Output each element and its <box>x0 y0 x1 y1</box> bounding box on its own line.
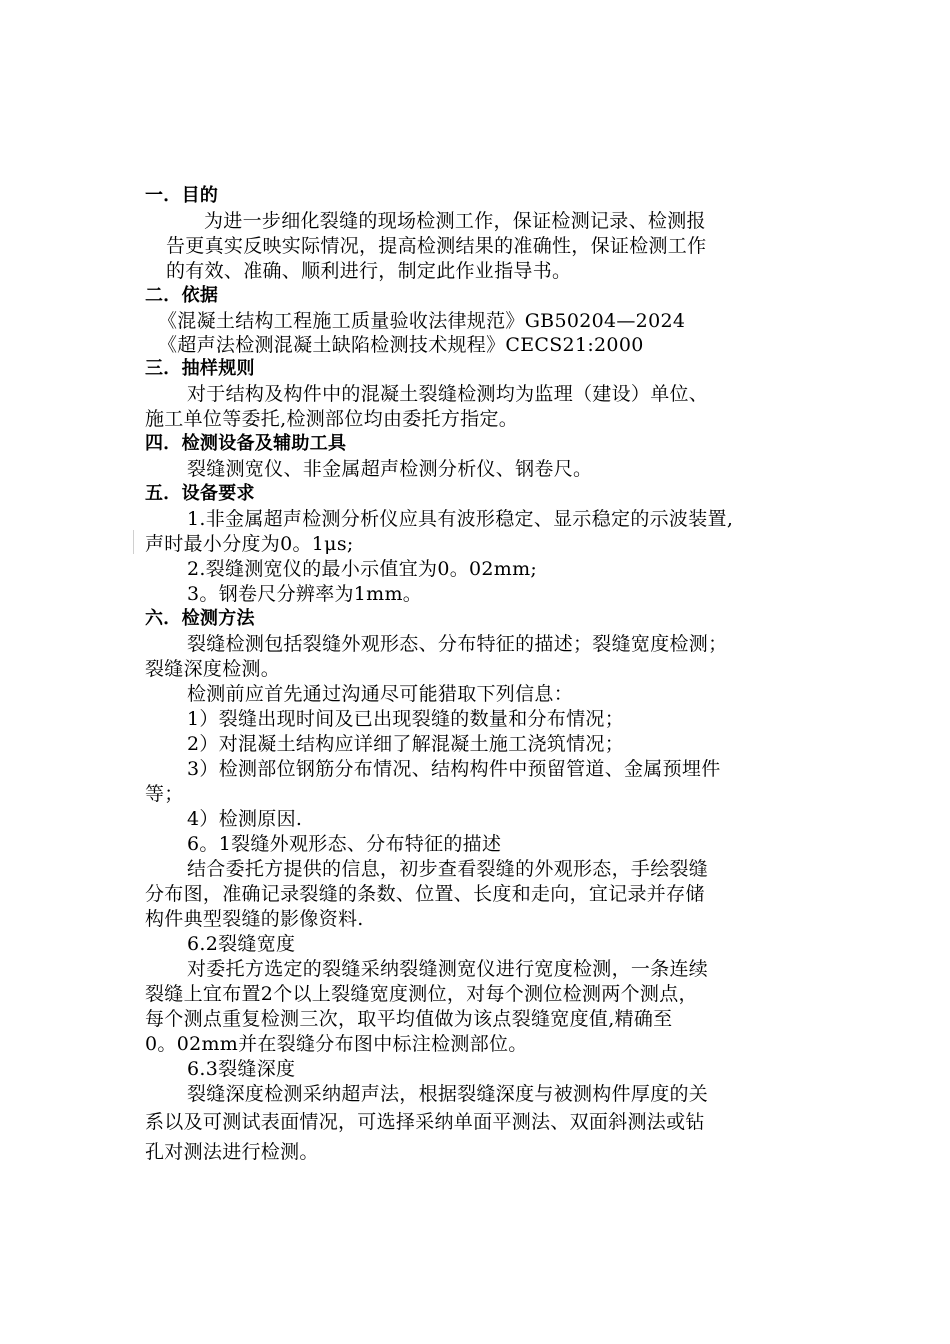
heading-purpose: 一．目的 <box>145 185 219 206</box>
paragraph-line: 裂缝测宽仪、非金属超声检测分析仪、钢卷尺。 <box>187 458 593 480</box>
heading-requirements: 五．设备要求 <box>145 483 255 504</box>
paragraph-line: 声时最小分度为0。1μs; <box>145 533 354 555</box>
paragraph-line: 裂缝上宜布置2个以上裂缝宽度测位，对每个测位检测两个测点， <box>145 983 698 1005</box>
paragraph-line: 3。钢卷尺分辨率为1mm。 <box>187 583 423 605</box>
paragraph-line: 结合委托方提供的信息，初步查看裂缝的外观形态，手绘裂缝 <box>187 858 709 880</box>
heading-method: 六．检测方法 <box>145 608 255 629</box>
heading-equipment: 四．检测设备及辅助工具 <box>145 433 347 454</box>
paragraph-line: 对于结构及构件中的混凝土裂缝检测均为监理（建设）单位、 <box>187 383 709 405</box>
paragraph-line: 构件典型裂缝的影像资料. <box>145 908 364 930</box>
paragraph-line: 对委托方选定的裂缝采纳裂缝测宽仪进行宽度检测，一条连续 <box>187 958 709 980</box>
subheading-6-3: 6.3裂缝深度 <box>187 1058 296 1080</box>
heading-basis: 二．依据 <box>145 285 219 306</box>
paragraph-line: 裂缝深度检测采纳超声法，根据裂缝深度与被测构件厚度的关 <box>187 1083 709 1105</box>
paragraph-line: 裂缝深度检测。 <box>145 658 281 680</box>
reference-line: 《混凝土结构工程施工质量验收法律规范》GB50204—2024 <box>158 310 686 332</box>
paragraph-line: 分布图，准确记录裂缝的条数、位置、长度和走向，宜记录并存储 <box>145 883 705 905</box>
paragraph-line: 孔对测法进行检测。 <box>145 1141 319 1163</box>
paragraph-line: 系以及可测试表面情况，可选择采纳单面平测法、双面斜测法或钻 <box>145 1111 705 1133</box>
subheading-6-2: 6.2裂缝宽度 <box>187 933 296 955</box>
list-item: 3）检测部位钢筋分布情况、结构构件中预留管道、金属预埋件 <box>187 758 721 780</box>
list-item: 2）对混凝土结构应详细了解混凝土施工浇筑情况； <box>187 733 624 755</box>
paragraph-line: 告更真实反映实际情况，提高检测结果的准确性，保证检测工作 <box>166 235 707 257</box>
paragraph-line: 1.非金属超声检测分析仪应具有波形稳定、显示稳定的示波装置, <box>187 508 734 530</box>
paragraph-line: 2.裂缝测宽仪的最小示值宜为0。02mm; <box>187 558 538 580</box>
paragraph-line: 裂缝检测包括裂缝外观形态、分布特征的描述；裂缝宽度检测； <box>187 633 728 655</box>
list-item-continuation: 等； <box>145 783 184 805</box>
margin-mark <box>133 530 134 554</box>
paragraph-line: 为进一步细化裂缝的现场检测工作，保证检测记录、检测报 <box>204 210 706 232</box>
paragraph-line: 施工单位等委托,检测部位均由委托方指定。 <box>145 408 519 430</box>
paragraph-line: 检测前应首先通过沟通尽可能猎取下列信息： <box>187 683 574 705</box>
list-item: 1）裂缝出现时间及已出现裂缝的数量和分布情况； <box>187 708 624 730</box>
subheading-6-1: 6。1裂缝外观形态、分布特征的描述 <box>187 833 502 855</box>
heading-sampling: 三．抽样规则 <box>145 358 255 379</box>
paragraph-line: 每个测点重复检测三次，取平均值做为该点裂缝宽度值,精确至 <box>145 1008 673 1030</box>
paragraph-line: 的有效、准确、顺利进行，制定此作业指导书。 <box>166 260 572 282</box>
list-item: 4）检测原因. <box>187 808 303 830</box>
paragraph-line: 0。02mm并在裂缝分布图中标注检测部位。 <box>145 1033 528 1055</box>
reference-line: 《超声法检测混凝土缺陷检测技术规程》CECS21:2000 <box>158 334 644 356</box>
